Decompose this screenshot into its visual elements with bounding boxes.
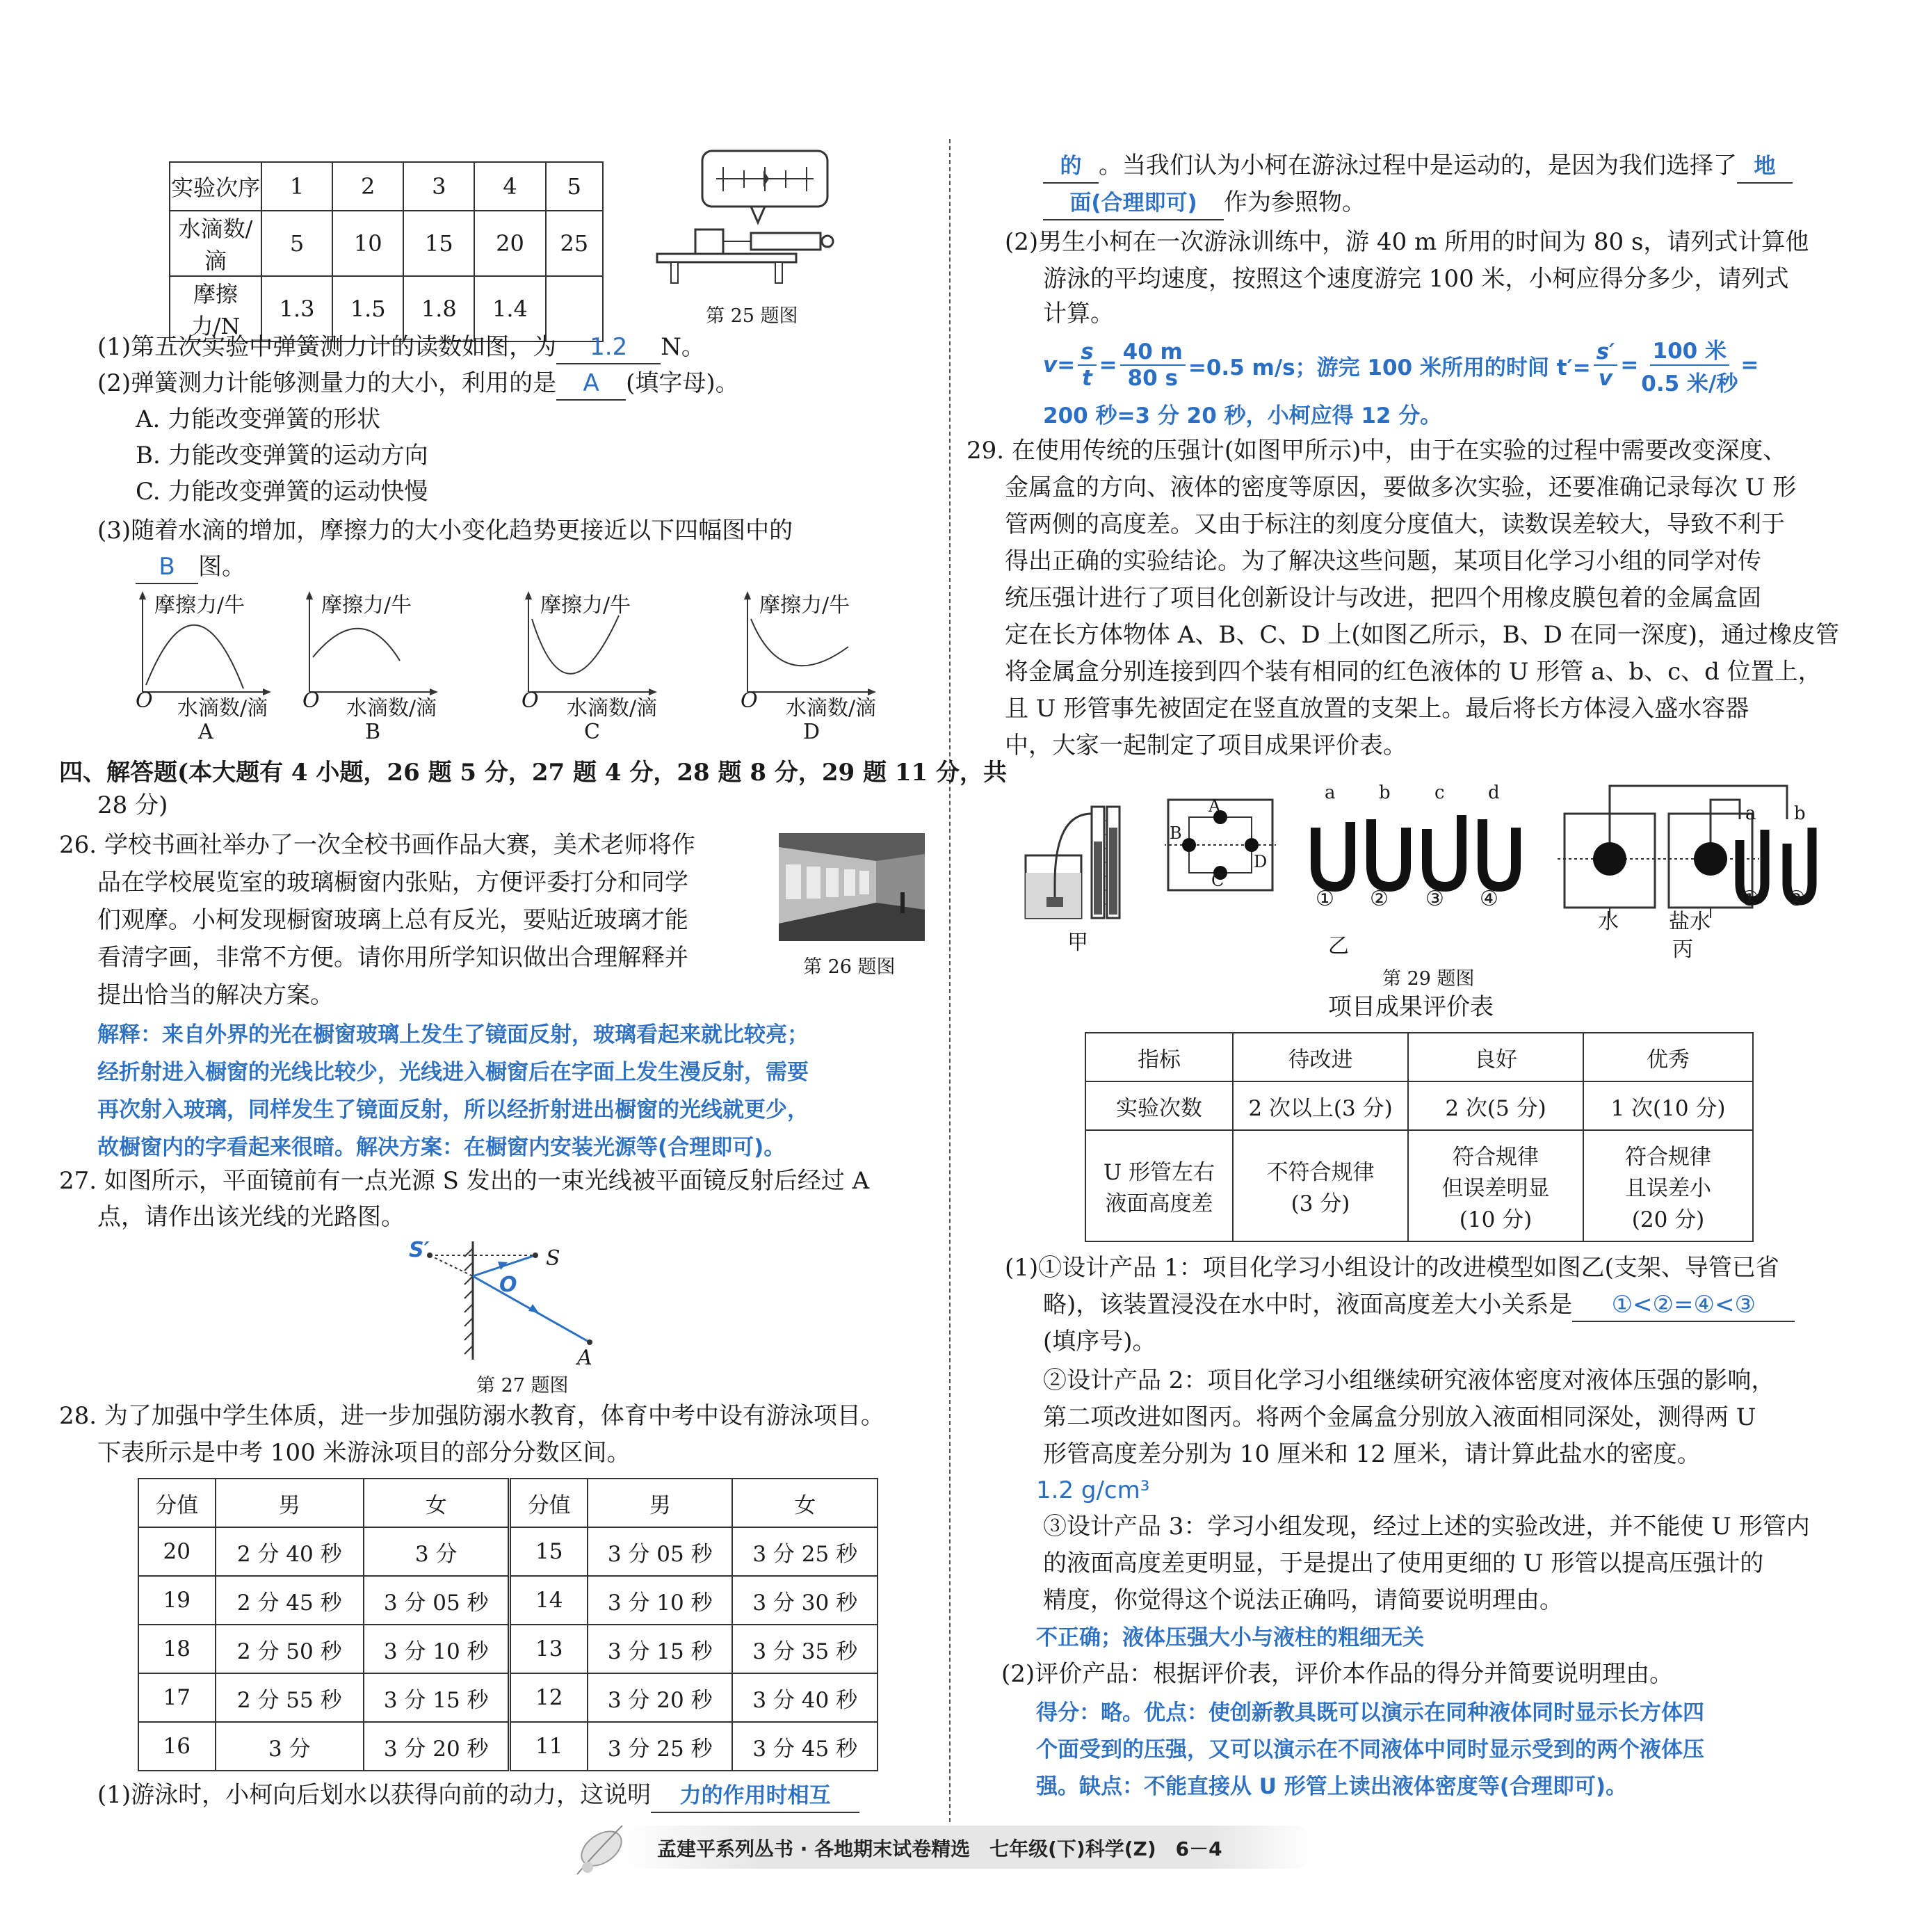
- section-4-heading: 四、解答题(本大题有 4 小题，26 题 5 分，27 题 4 分，28 题 8 分，29 题 11 分，共: [59, 759, 1008, 787]
- label-box-d: D: [1254, 852, 1268, 871]
- label-bing-2: ②: [1787, 887, 1806, 911]
- figure-29-jia: [1022, 793, 1126, 932]
- label-yi: 乙: [1328, 934, 1349, 958]
- photo-26-gallery: [779, 833, 925, 941]
- label-tube-2: ②: [1370, 887, 1389, 911]
- figure-29-bing: [1558, 779, 1822, 918]
- q28-formula: v= $\frac{s}{t}$ = $\frac{40 m}{80 s}$ =0.5 m/s；游完 100 米所用的时间 t′= $\frac{s'}{v}$ = 100 米 0.5 米/秒 =: [1043, 337, 1759, 393]
- q29-line5: 统压强计进行了项目化创新设计与改进，把四个用橡皮膜包着的金属盒固: [1005, 584, 1761, 612]
- label-bing-a: a: [1745, 803, 1756, 824]
- label-box-a: A: [1208, 796, 1221, 816]
- q29-p3-line3: 精度，你觉得这个说法正确吗，请简要说明理由。: [1043, 1586, 1563, 1614]
- q28-part2-line3: 计算。: [1043, 300, 1114, 328]
- q29-line7: 将金属盒分别连接到四个装有相同的红色液体的 U 形管 a、b、c、d 位置上，: [1005, 658, 1822, 686]
- q25-option-b: B. 力能改变弹簧的运动方向: [136, 442, 428, 469]
- q25-part2: (2)弹簧测力计能够测量力的大小，利用的是 A (填字母)。: [97, 367, 739, 401]
- label-jia: 甲: [1067, 931, 1088, 955]
- q29-line2: 金属盒的方向、液体的密度等原因，要做多次实验，还要准确记录每次 U 形: [1005, 474, 1797, 501]
- label-box-b: B: [1170, 823, 1182, 843]
- label-bing-b: b: [1794, 803, 1806, 824]
- q26-answer-line1: 解释：来自外界的光在橱窗玻璃上发生了镜面反射，玻璃看起来就比较亮；: [97, 1022, 809, 1047]
- q25-option-c: C. 力能改变弹簧的运动快慢: [136, 478, 428, 506]
- q29-p1-line3: (填序号)。: [1043, 1328, 1156, 1355]
- q29-p3-answer: 不正确；液体压强大小与液柱的粗细无关: [1036, 1625, 1424, 1650]
- caption-29: 第 29 题图: [1382, 968, 1475, 990]
- label-tube-a: a: [1325, 782, 1336, 803]
- q28-part1: (1)游泳时，小柯向后划水以获得向前的动力，这说明 力的作用时相互: [97, 1779, 859, 1813]
- label-bing-1: ①: [1740, 887, 1759, 911]
- q26-line3: 们观摩。小柯发现橱窗玻璃上总有反光，要贴近玻璃才能: [97, 906, 688, 934]
- q29-p2-line2: 第二项改进如图丙。将两个金属盒分别放入液面相同深处，测得两 U: [1043, 1403, 1756, 1431]
- label-tube-1: ①: [1316, 887, 1334, 911]
- q25-part1: (1)第五次实验中弹簧测力计的读数如图，为 1.2 N。: [97, 331, 705, 364]
- q26-line1: 26. 学校书画社举办了一次全校书画作品大赛，美术老师将作: [59, 831, 695, 859]
- q27-line1: 27. 如图所示，平面镜前有一点光源 S 发出的一束光线被平面镜反射后经过 A: [59, 1167, 870, 1195]
- column-divider: [949, 139, 951, 1822]
- caption-25: 第 25 题图: [706, 305, 798, 327]
- q26-answer-line2: 经折射进入橱窗的光线比较少，光线进入橱窗后在字面上发生漫反射，需要: [97, 1060, 809, 1085]
- q29-line4: 得出正确的实验结论。为了解决这些问题，某项目化学习小组的同学对传: [1005, 547, 1761, 575]
- q29-line1: 29. 在使用传统的压强计(如图甲所示)中，由于在实验的过程中需要改变深度、: [967, 437, 1787, 465]
- footer-leaf-icon: [563, 1808, 640, 1885]
- q29-line3: 管两侧的高度差。又由于标注的刻度分度值大，读数误差较大，导致不利于: [1005, 510, 1785, 538]
- q29-q2-answer1: 得分：略。优点：使创新教具既可以演示在同种液体同时显示长方体四: [1036, 1700, 1704, 1725]
- q29-p1-line1: (1)①设计产品 1：项目化学习小组设计的改进模型如图乙(支架、导管已省: [1005, 1254, 1779, 1282]
- label-water: 水: [1598, 910, 1619, 934]
- label-s: S: [546, 1246, 560, 1271]
- caption-27: 第 27 题图: [476, 1375, 569, 1396]
- q26-line2: 品在学校展览室的玻璃橱窗内张贴，方便评委打分和同学: [97, 869, 688, 896]
- section-4-heading-cont: 28 分): [97, 791, 168, 819]
- table-28-scores: 分值 男 女 分值 男 女 20 2 分 40 秒 3 分 15 3 分 05 秒 3 分 25 秒 19 2 分 45 秒 3 分 05 秒 14 3 分 10 秒 3 分 30 秒 18 2 分 50 秒 3 分 10 秒 13 3 分 15 秒 3 分 35 秒 17 2 分 55 秒 3 分 15 秒 12 3 分 20 秒 3 分 40 秒 16 3 分 3 分 20 秒 11 3 分 25 秒 3 分 45 秒: [138, 1478, 878, 1771]
- table-25: 实验次序 1 2 3 4 5 水滴数/滴 5 10 15 20 25 摩擦力/N 1.3 1.5 1.8 1.4: [169, 161, 604, 342]
- label-tube-4: ④: [1480, 887, 1498, 911]
- q28-part2-line2: 游泳的平均速度，按照这个速度游完 100 米，小柯应得分多少，请列式: [1043, 265, 1789, 293]
- q27-line2: 点，请作出该光线的光路图。: [97, 1203, 405, 1231]
- label-s-prime: S′: [409, 1238, 430, 1262]
- label-tube-b: b: [1379, 782, 1391, 803]
- q26-answer-line4: 故橱窗内的字看起来很暗。解决方案：在橱窗内安装光源等(合理即可)。: [97, 1135, 786, 1160]
- q29-p3-line2: 的液面高度差更明显，于是提出了使用更细的 U 形管以提高压强计的: [1043, 1549, 1764, 1577]
- q29-p2-line3: 形管高度差分别为 10 厘米和 12 厘米，请计算此盐水的密度。: [1043, 1440, 1701, 1468]
- q26-line4: 看清字画，非常不方便。请你用所学知识做出合理解释并: [97, 944, 688, 972]
- label-tube-c: c: [1434, 782, 1445, 803]
- q29-q2-answer2: 个面受到的压强，又可以演示在不同液体中同时显示受到的两个液体压: [1036, 1737, 1704, 1762]
- q29-q2: (2)评价产品：根据评价表，评价本作品的得分并简要说明理由。: [1001, 1660, 1674, 1688]
- q28-part1-cont2: 面(合理即可) 作为参照物。: [1043, 186, 1366, 220]
- q28-part1-cont: 的 。当我们认为小柯在游泳过程中是运动的，是因为我们选择了 地: [1043, 150, 1793, 184]
- q28-line1: 28. 为了加强中学生体质，进一步加强防溺水教育，体育中考中设有游泳项目。: [59, 1402, 884, 1430]
- q28-part2-line1: (2)男生小柯在一次游泳训练中，游 40 m 所用的时间为 80 s，请列式计算他: [1005, 228, 1809, 256]
- q29-q2-answer3: 强。缺点：不能直接从 U 形管上读出液体密度等(合理即可)。: [1036, 1774, 1628, 1799]
- caption-26: 第 26 题图: [803, 956, 896, 978]
- eval-table-title: 项目成果评价表: [1328, 993, 1494, 1021]
- q28-formula-line2: 200 秒=3 分 20 秒，小柯应得 12 分。: [1043, 403, 1442, 428]
- q29-line8: 且 U 形管事先被固定在竖直放置的支架上。最后将长方体浸入盛水容器: [1005, 695, 1749, 723]
- footer-text: 孟建平系列丛书 · 各地期末试卷精选 七年级(下)科学(Z) 6－4: [657, 1837, 1222, 1860]
- q29-p2-answer: 1.2 g/cm³: [1036, 1476, 1150, 1504]
- figure-27-mirror: [403, 1238, 626, 1363]
- label-o: O: [499, 1273, 517, 1297]
- figure-25-spring-scale: [654, 143, 855, 296]
- label-saltwater: 盐水: [1669, 910, 1711, 934]
- q29-line6: 定在长方体物体 A、B、C、D 上(如图乙所示，B、D 在同一深度)，通过橡皮管: [1005, 621, 1840, 649]
- q29-p3-line1: ③设计产品 3：学习小组发现，经过上述的实验改进，并不能使 U 形管内: [1043, 1513, 1810, 1540]
- label-tube-d: d: [1488, 782, 1500, 803]
- q29-line9: 中，大家一起制定了项目成果评价表。: [1005, 732, 1407, 759]
- label-box-c: C: [1211, 871, 1224, 890]
- label-tube-3: ③: [1425, 887, 1444, 911]
- q25-option-a: A. 力能改变弹簧的形状: [136, 405, 381, 433]
- q26-line5: 提出恰当的解决方案。: [97, 981, 334, 1009]
- label-a: A: [577, 1346, 592, 1370]
- q29-p1-line2: 略)，该装置浸没在水中时，液面高度差大小关系是 ①<②=④<③: [1043, 1289, 1795, 1322]
- q25-part3-answer: B 图。: [136, 551, 245, 584]
- eval-table: 指标 待改进 良好 优秀 实验次数 2 次以上(3 分) 2 次(5 分) 1 次(10 分) U 形管左右 液面高度差 不符合规律 (3 分) 符合规律 但误差明显 (10 分) 符合规律 且误差小 (20 分): [1085, 1032, 1754, 1242]
- q28-line2: 下表所示是中考 100 米游泳项目的部分分数区间。: [97, 1439, 631, 1467]
- label-bing: 丙: [1672, 937, 1693, 962]
- q29-p2-line1: ②设计产品 2：项目化学习小组继续研究液体密度对液体压强的影响，: [1043, 1367, 1775, 1394]
- q25-part3: (3)随着水滴的增加，摩擦力的大小变化趋势更接近以下四幅图中的: [97, 517, 793, 545]
- q26-answer-line3: 再次射入玻璃，同样发生了镜面反射，所以经折射进出橱窗的光线就更少，: [97, 1097, 809, 1122]
- figure-29-yi-utubes: [1307, 807, 1523, 897]
